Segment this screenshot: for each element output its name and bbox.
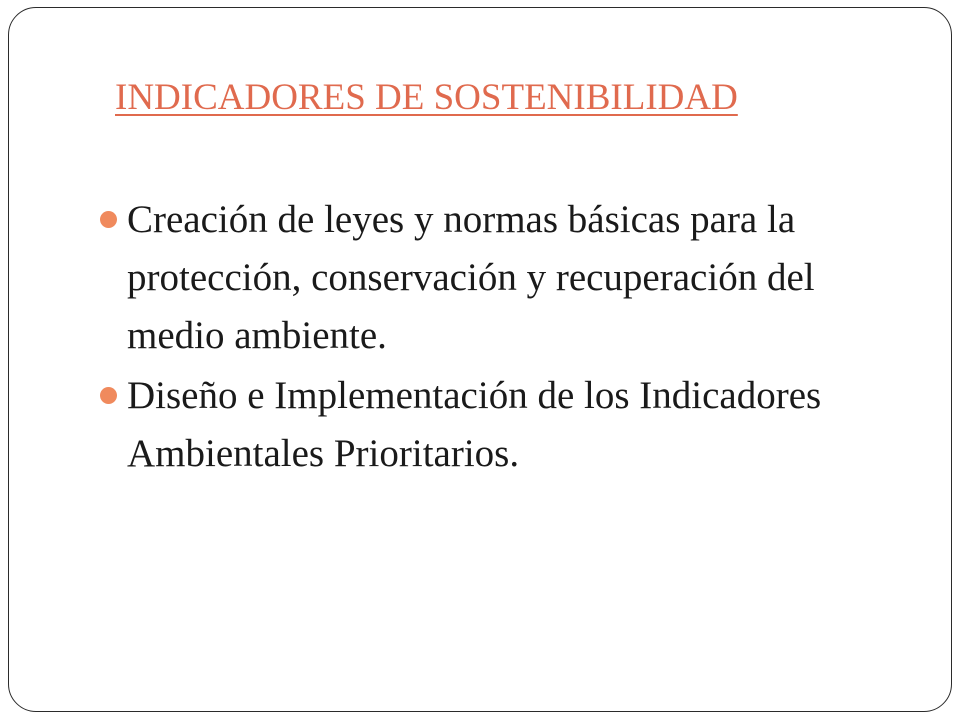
slide-title: INDICADORES DE SOSTENIBILIDAD: [115, 77, 738, 118]
bullet-text: Creación de leyes y normas básicas para la protección, conservación y recuperación del medio ambiente.: [127, 198, 815, 357]
bullet-dot-icon: [100, 387, 117, 404]
bullet-list: [99, 191, 919, 485]
bullet-item: [99, 191, 919, 365]
bullet-dot-icon: [100, 211, 117, 228]
bullet-item: [99, 367, 919, 483]
bullet-text: Diseño e Implementación de los Indicadores Ambientales Prioritarios.: [127, 374, 822, 475]
slide-frame: [8, 7, 952, 712]
